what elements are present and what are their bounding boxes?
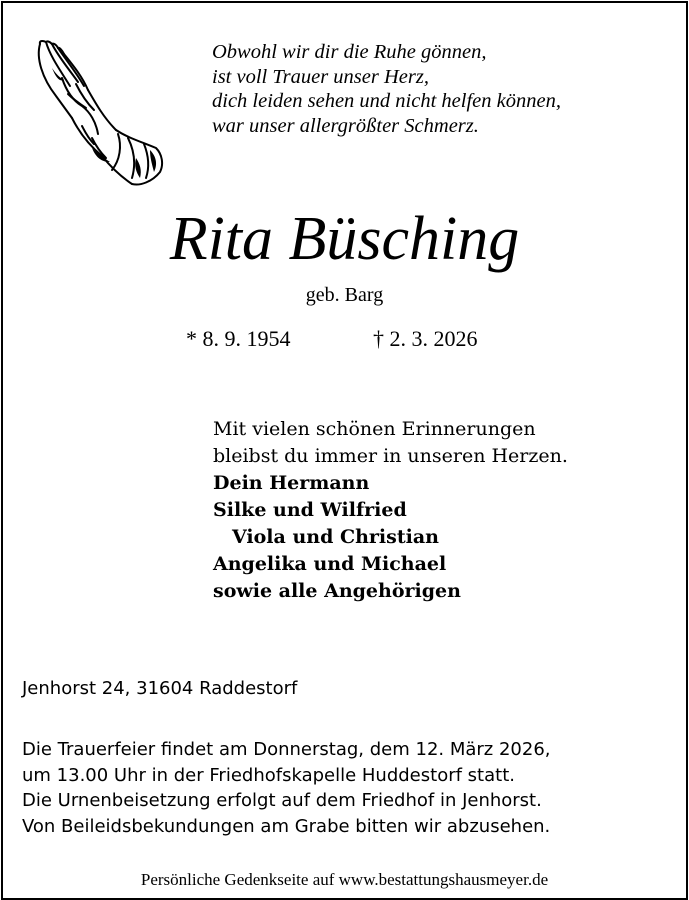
memories-line: bleibst du immer in unseren Herzen.	[213, 445, 568, 467]
poem	[212, 40, 561, 138]
family-line: Silke und Wilfried	[213, 499, 407, 521]
service-line: Die Trauerfeier findet am Donnerstag, dem 12. März 2026,	[22, 739, 551, 760]
memorial-page-link[interactable]: Persönliche Gedenkseite auf www.bestattungshausmeyer.de	[140, 870, 549, 889]
service-line: Von Beileidsbekundungen am Grabe bitten wir abzusehen.	[22, 815, 551, 837]
family-line: Angelika und Michael	[213, 553, 447, 575]
address: Jenhorst 24, 31604 Raddestorf	[22, 678, 298, 699]
family-signatures	[213, 470, 461, 605]
poem-line: ist voll Trauer unser Herz,	[212, 65, 429, 88]
praying-hands-icon	[32, 38, 172, 188]
birth-date: * 8. 9. 1954	[186, 326, 291, 351]
family-line: sowie alle Angehörigen	[213, 580, 461, 602]
poem-line: dich leiden sehen und nicht helfen können,	[212, 90, 561, 112]
family-line: Viola und Christian	[232, 526, 439, 548]
service-line: Die Urnenbeisetzung erfolgt auf dem Friedhof in Jenhorst.	[22, 790, 542, 811]
poem-line: Obwohl wir dir die Ruhe gönnen,	[212, 41, 487, 63]
poem-line: war unser allergrößter Schmerz.	[212, 114, 479, 137]
death-date: † 2. 3. 2026	[373, 326, 478, 351]
service-line: um 13.00 Uhr in der Friedhofskapelle Huddestorf statt.	[22, 764, 515, 786]
memories-line: Mit vielen schönen Erinnerungen	[213, 418, 536, 440]
service-info	[22, 737, 551, 839]
family-line: Dein Hermann	[213, 472, 370, 494]
maiden-name: geb. Barg	[305, 284, 384, 306]
memories-text	[213, 416, 568, 470]
deceased-name: Rita Büsching	[169, 205, 520, 273]
